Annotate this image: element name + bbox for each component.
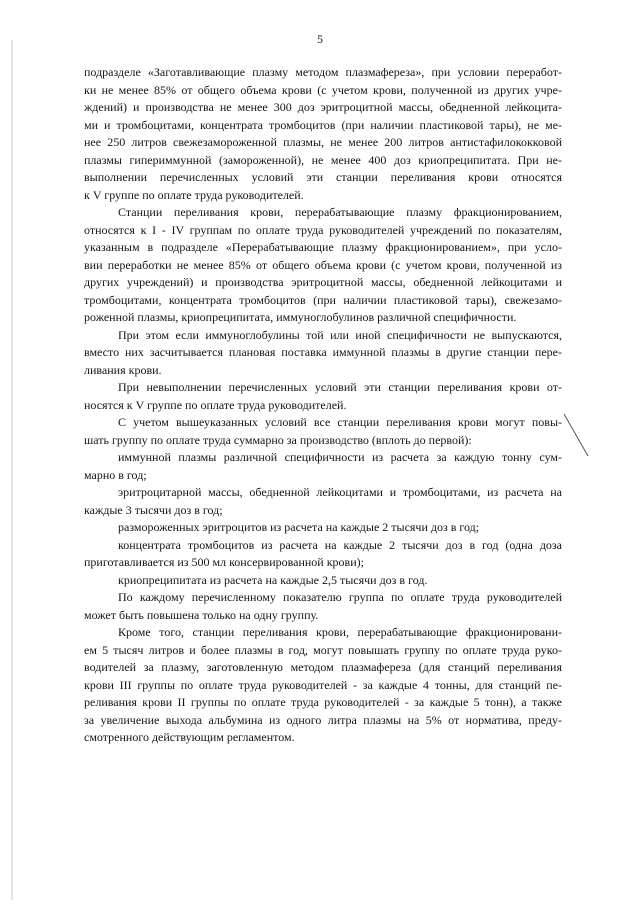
text-line: носятся к V группе по оплате труда руководителей.: [84, 397, 347, 412]
text-line: тромбоцитами, концентрата тромбоцитов (при наличии пластиковой тары), свежезамо-: [84, 292, 562, 307]
text-line: может быть повышена только на одну группу.: [84, 607, 319, 622]
paragraph-p6: [84, 449, 562, 484]
text-line: нее 250 литров свежезамороженной плазмы, не менее 200 литров антистафилококковой: [84, 135, 562, 149]
text-line: вместо них засчитывается плановая поставка иммунной плазмы в другие станции пере-: [84, 345, 562, 359]
paragraph-p4: [84, 379, 562, 414]
text-line: реливания крови II группы по оплате труда руководителей - за каждые 5 тонн), а также: [84, 695, 562, 709]
text-line: крови III группы по оплате труда руководителей - за каждые 4 тонны, для станций пе-: [84, 677, 562, 692]
paragraph-p10: [84, 572, 562, 590]
text-line: подразделе «Заготавливающие плазму методом плазмафереза», при условии переработ-: [84, 65, 562, 79]
text-line: Кроме того, станции переливания крови, перерабатывающие фракционировани-: [118, 625, 562, 639]
text-line: выполнении перечисленных условий эти станции переливания крови относятся: [84, 170, 562, 184]
text-line: ем 5 тысяч литров и более плазмы в год, могут повышать группу по оплате труда руко-: [84, 642, 562, 657]
text-line: каждые 3 тысячи доз в год;: [84, 502, 223, 517]
text-line: вии переработки не менее 85% от общего объема крови (с учетом крови, полученной из: [84, 257, 562, 272]
paragraph-p5: [84, 414, 562, 449]
text-line: При этом если иммуноглобулины той или иной специфичности не выпускаются,: [118, 327, 562, 342]
text-line: При невыполнении перечисленных условий эти станции переливания крови от-: [118, 380, 562, 394]
text-line: ливания крови.: [84, 362, 162, 377]
paragraph-p7: [84, 484, 562, 519]
text-line: иммунной плазмы различной специфичности из расчета за каждую тонну сум-: [118, 450, 562, 464]
paragraph-p3: [84, 327, 562, 380]
paragraph-p12: [84, 624, 562, 747]
text-line: за увеличение выхода альбумина из одного литра плазмы на 5% от норматива, преду-: [84, 712, 562, 727]
paragraph-p9: [84, 537, 562, 572]
text-line: водителей за плазму, заготовленную методом плазмафереза (для станций переливания: [84, 660, 562, 674]
text-line: к V группе по оплате труда руководителей.: [84, 187, 304, 202]
text-line: указанным в подразделе «Перерабатывающие плазму фракционированием», при усло-: [84, 240, 562, 254]
document-body: [84, 64, 562, 747]
text-line: марно в год;: [84, 467, 147, 482]
paragraph-p1: [84, 64, 562, 204]
text-line: ждений) и производства не менее 300 доз эритроцитной массы, обедненной лейкоцита-: [84, 100, 562, 114]
text-line: относятся к I - IV группам по оплате труда руководителей учреждений по показателям,: [84, 222, 562, 237]
text-line: шать группу по оплате труда суммарно за производство (вплоть до первой):: [84, 432, 472, 447]
text-line: приготавливается из 500 мл консервированной крови);: [84, 555, 364, 569]
text-line: смотренного действующим регламентом.: [84, 730, 295, 744]
text-line: размороженных эритроцитов из расчета на каждые 2 тысячи доз в год;: [118, 520, 480, 534]
text-line: Станции переливания крови, перерабатывающие плазму фракционированием,: [118, 205, 562, 219]
text-line: криопреципитата из расчета на каждые 2,5 тысячи доз в год.: [118, 572, 428, 587]
paragraph-p8: [84, 519, 562, 537]
text-line: ки не менее 85% от общего объема крови (с учетом крови, полученной из других учре-: [84, 82, 562, 97]
text-line: эритроцитарной массы, обедненной лейкоцитами и тромбоцитами, из расчета на: [118, 485, 562, 499]
text-line: других учреждений) и производства эритроцитной массы, обедненной лейкоцитами и: [84, 275, 562, 289]
paragraph-p2: [84, 204, 562, 327]
page-number: 5: [317, 32, 323, 46]
text-line: С учетом вышеуказанных условий все станции переливания крови могут повы-: [118, 415, 562, 429]
text-line: ми и тромбоцитами, концентрата тромбоцитов (при наличии пластиковой тары), не ме-: [84, 117, 562, 132]
paragraph-p11: [84, 589, 562, 624]
text-line: По каждому перечисленному показателю группа по оплате труда руководителей: [118, 590, 562, 604]
scan-artifact-pen-stroke: [562, 412, 592, 460]
text-line: роженной плазмы, криопреципитата, иммуноглобулинов различной специфичности.: [84, 310, 517, 324]
scan-artifact-left-edge: [10, 40, 14, 900]
text-line: концентрата тромбоцитов из расчета на каждые 2 тысячи доз в год (одна доза: [118, 537, 562, 552]
text-line: плазмы гипериммунной (замороженной), не менее 400 доз криопреципитата. При не-: [84, 152, 562, 167]
